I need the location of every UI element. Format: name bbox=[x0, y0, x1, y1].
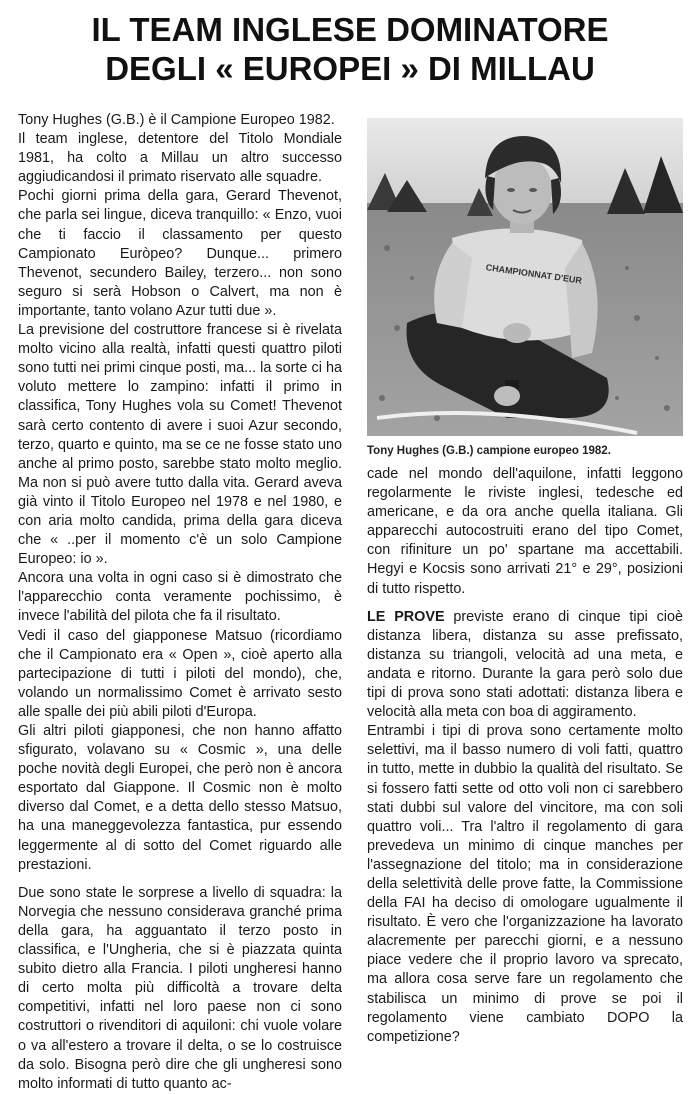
paragraph: Vedi il caso del giapponese Matsuo (ricordiamo che il Campionato era « Open », cioè aperto alla partecipazione di tutti i piloti del mondo), che, volando un normalissimo Comet è arrivato sesto alle spalle dei più abili piloti d'Europa. bbox=[18, 627, 342, 720]
title-line-2: DEGLI « EUROPEI » DI MILLAU bbox=[105, 50, 595, 87]
paragraph: Il team inglese, detentore del Titolo Mondiale 1981, ha colto a Millau un altro successo aggiudicandosi il primato riservato alle squadre. bbox=[18, 131, 342, 186]
shirt-text: CHAMPIONNAT D'EUR bbox=[485, 262, 583, 286]
pilot-photo bbox=[367, 118, 683, 436]
paragraph: La previsione del costruttore francese si è rivelata molto vicino alla realtà, infatti questi quattro piloti sono tutti nei primi cinque posti, ma... la sorte ci ha voluto mettere lo zampino: infatti il primo in classifica, Tony Hughes vola su Comet! Thevenot sarà certo contento di avere i suoi Azur secondo, terzo, quarto e quinto, ma se ce ne fosse stato uno anche al primo posto, sarebbe stato molto meglio. Ma non si può avere tutto dalla vita. Gerard aveva già vinto il Titolo Europeo nel 1978 e nel 1980, e con aria molto candida, prima della gara diceva che « ..per il momento c'è un solo Campione Europeo: io ». bbox=[18, 322, 342, 568]
photo-illustration bbox=[367, 118, 683, 436]
paragraph: Due sono state le sorprese a livello di squadra: la Norvegia che nessuno considerava granché prima della gara, ha agguantato il terzo posto in classifica, e l'Ungheria, che si è piazzata quinta subito dietro alla Francia. I piloti ungheresi hanno di certo molta più difficoltà a trovare delta competitivi, infatti nel loro paese non ci sono costruttori o rivenditori di aquiloni: chi vuole volare o va all'estero a trovare il delta, o se lo costruisce da solo. Bisogna però dire che gli ungheresi sono molto informati di tutto quanto ac- bbox=[18, 884, 342, 1092]
article-title bbox=[0, 10, 700, 88]
paragraph: Tony Hughes (G.B.) è il Campione Europeo 1982. bbox=[18, 112, 335, 128]
left-column bbox=[18, 111, 342, 1094]
title-line-1: IL TEAM INGLESE DOMINATORE bbox=[91, 11, 609, 48]
paragraph: Gli altri piloti giapponesi, che non hanno affatto sfigurato, volavano su « Cosmic », una delle poche novità degli Europei, che però non è ancora esportato dal Giappone. Il Cosmic non è molto diverso dal Comet, e a detta dello stesso Matsuo, ha una maneggevolezza fantastica, pur essendo leggermente al di sotto del Comet riguardo alle prestazioni. bbox=[18, 723, 342, 873]
paragraph: cade nel mondo dell'aquilone, infatti leggono regolarmente le riviste inglesi, tedesche ed americane, e da ora anche quella italiana. Gli apparecchi autocostruiti erano del tipo Comet, con rifiniture un po' spartane ma accettabili. Hegyi e Kocsis sono arrivati 21° e 29°, posizioni di tutto rispetto. bbox=[367, 466, 683, 597]
right-column bbox=[367, 465, 683, 1047]
section-heading: LE PROVE bbox=[367, 608, 445, 625]
section-paragraph bbox=[367, 608, 683, 723]
photo-caption: Tony Hughes (G.B.) campione europeo 1982. bbox=[367, 445, 611, 457]
paragraph: Ancora una volta in ogni caso si è dimostrato che l'apparecchio conta veramente pochissimo, è invece l'abilità del pilota che fa il risultato. bbox=[18, 570, 342, 625]
paragraph: Entrambi i tipi di prova sono certamente molto selettivi, ma il basso numero di voli fatti, quattro in tutto, mette in dubbio la qualità del risultato. Se si fossero fatti sette od otto voli non ci sarebbero stati dubbi sul valore del vincitore, ma con soli quattro voli... Tra l'altro il regolamento di gara prevedeva un minimo di cinque manches per l'assegnazione del titolo; ma in considerazione della selettività delle prove fatte, la Commissione della FAI ha deciso di omologare ugualmente il risultato. È vero che l'organizzazione ha lavorato alacremente per parecchi giorni, e a nessuno piace vedere che il proprio lavoro va sprecato, ma allora cosa serve fare un regolamento che stabilisca un minimo di prove se poi il regolamento viene cambiato DOPO la competizione? bbox=[367, 723, 683, 1045]
section-lead-text: previste erano di cinque tipi cioè distanza libera, distanza su asse prefissato, distanza su triangoli, velocità ad una meta, e andata e ritorno. Durante la gara però solo due tipi di prova sono stati adottati: distanza libera e velocità alla meta con boa di aggiramento. bbox=[367, 608, 683, 721]
paragraph: Pochi giorni prima della gara, Gerard Thevenot, che parla sei lingue, diceva tranquillo: « Enzo, vuoi che ti faccio il classamento per questo Campionato Euròpeo? Dunque... primero Thevenot, secundero Bailey, terzero... non sono seguro si serà Hobson o Calvert, ma non è importante, tanto volano Azur tutti due ». bbox=[18, 188, 342, 319]
